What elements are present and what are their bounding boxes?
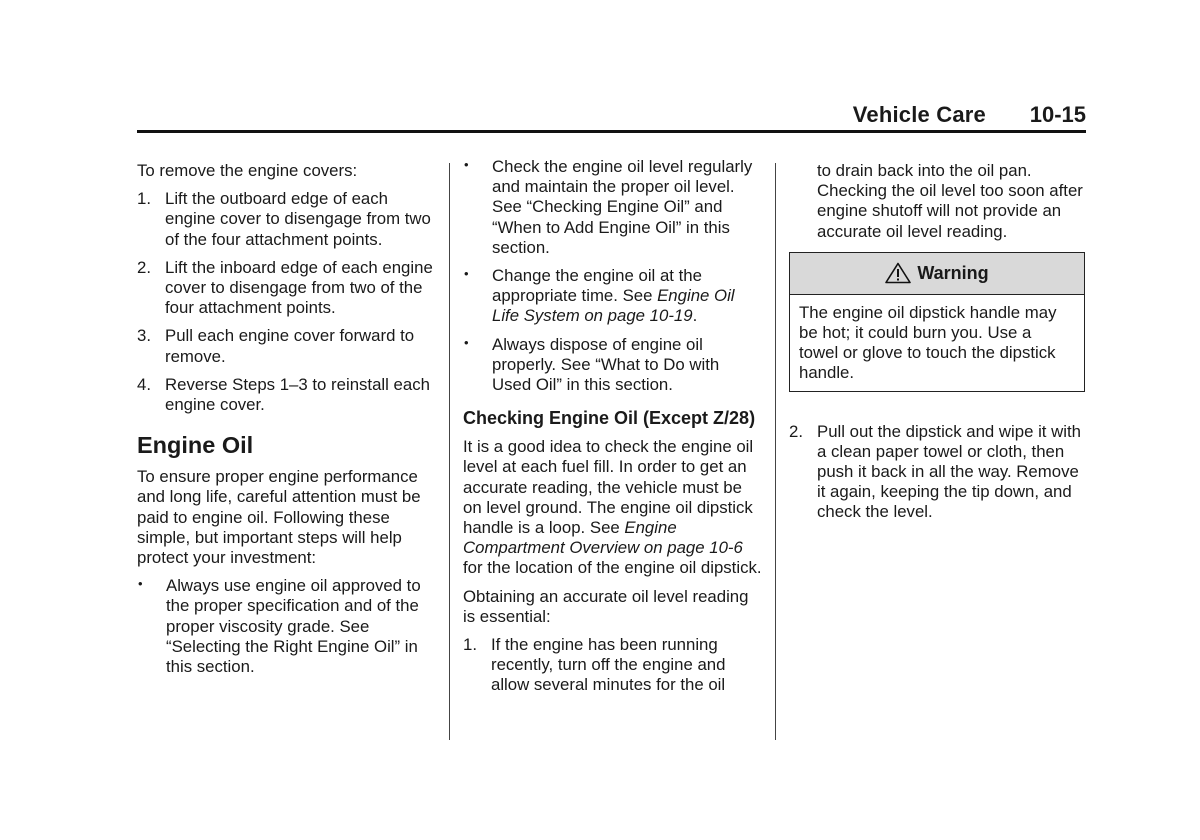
list-item: 2. Pull out the dipstick and wipe it with a clean paper towel or cloth, then push it back in all the way. Remove it again, keeping the tip down, and check the level. bbox=[789, 421, 1081, 522]
warning-title: Warning bbox=[917, 263, 989, 284]
bullet-icon: • bbox=[464, 266, 469, 282]
warning-header bbox=[790, 253, 1084, 295]
bullet-item: • Change the engine oil at the appropriate time. See Engine Oil Life System on page 10-19. bbox=[464, 266, 735, 326]
cross-reference-oil-life: Engine Oil Life System on page 10-19 bbox=[492, 286, 735, 326]
bullet-item: • Check the engine oil level regularly and maintain the proper oil level. See “Checking Engine Oil” and “When to Add Engine Oil” in this section. bbox=[464, 157, 753, 257]
column-divider-2 bbox=[775, 163, 776, 740]
list-item: 4. Reverse Steps 1–3 to reinstall each engine cover. bbox=[137, 374, 430, 415]
list-item: 3. Pull each engine cover forward to remove. bbox=[137, 326, 415, 366]
section-title-engine-oil: Engine Oil bbox=[137, 432, 254, 459]
list-item: 1. If the engine has been running recently, turn off the engine and allow several minutes for the oil bbox=[463, 635, 726, 695]
column-divider-1 bbox=[449, 163, 450, 740]
list-item: 2. Lift the inboard edge of each engine cover to disengage from two of the four attachment points. bbox=[137, 257, 433, 318]
column-1 bbox=[137, 161, 437, 685]
step-1-continuation: to drain back into the oil pan. Checking the oil level too soon after engine shutoff will not provide an accurate oil level reading. bbox=[817, 161, 1083, 241]
list-item: 1. Lift the outboard edge of each engine cover to disengage from two of the four attachment points. bbox=[137, 189, 431, 249]
remove-covers-intro: To remove the engine covers: bbox=[137, 161, 358, 180]
bullet-icon: • bbox=[464, 157, 469, 172]
subheading-checking-engine-oil: Checking Engine Oil (Except Z/28) bbox=[463, 408, 756, 429]
warning-box bbox=[789, 252, 1085, 392]
page-number: 10-15 bbox=[1029, 102, 1086, 127]
bullet-item: • Always use engine oil approved to the proper specification and of the proper viscosity grade. See “Selecting the Right Engine Oil” in this section. bbox=[138, 576, 421, 677]
section-header-title: Vehicle Care bbox=[852, 102, 986, 127]
accurate-reading-paragraph: Obtaining an accurate oil level reading is essential: bbox=[463, 586, 749, 626]
checking-oil-paragraph: It is a good idea to check the engine oil level at each fuel fill. In order to get an accurate reading, the vehicle must be on level ground. The engine oil dipstick handle is a loop. See Engine Compartment Overview on page 10-6 for the location of the engine oil dipstick. bbox=[463, 437, 762, 578]
page-header bbox=[137, 100, 1086, 133]
bullet-icon: • bbox=[464, 334, 469, 350]
engine-oil-intro: To ensure proper engine performance and long life, careful attention must be paid to engine oil. Following these simple, but important steps will help protect your investment: bbox=[137, 467, 421, 568]
column-3 bbox=[789, 161, 1086, 531]
cross-reference-engine-compartment: Engine Compartment Overview on page 10-6 bbox=[463, 518, 743, 558]
warning-text: The engine oil dipstick handle may be hot; it could burn you. Use a towel or glove to touch the dipstick handle. bbox=[799, 302, 1057, 383]
warning-triangle-icon bbox=[885, 262, 911, 284]
bullet-item: • Always dispose of engine oil properly. See “What to Do with Used Oil” in this section. bbox=[464, 334, 720, 395]
bullet-icon: • bbox=[138, 576, 143, 592]
column-2 bbox=[463, 157, 763, 704]
